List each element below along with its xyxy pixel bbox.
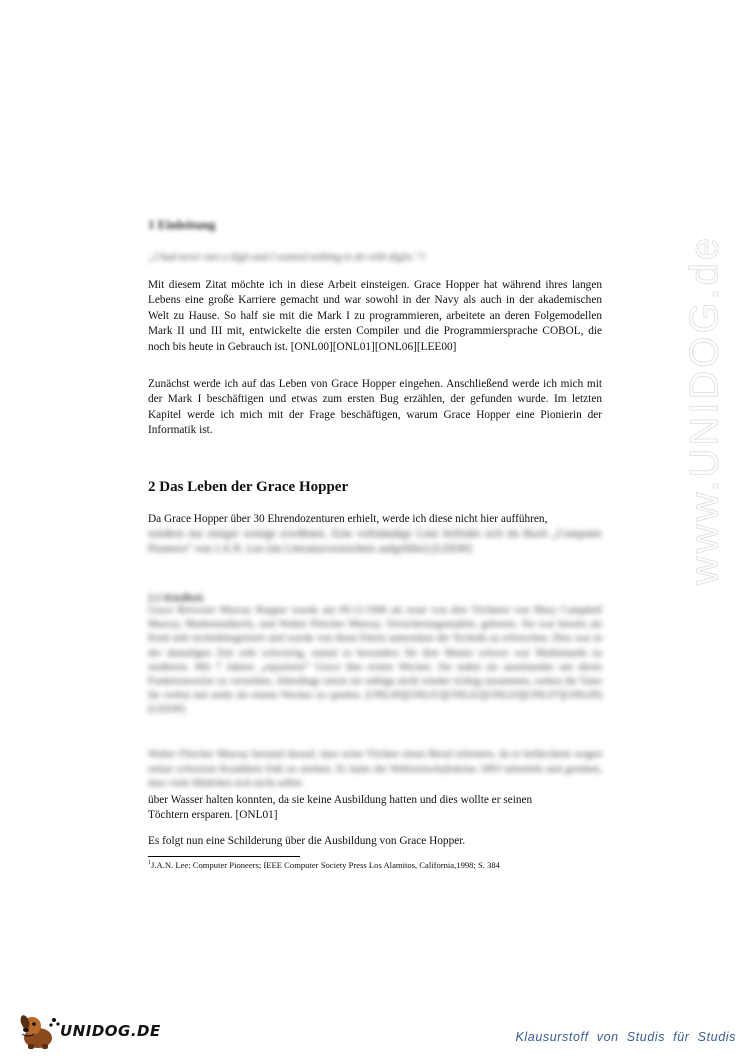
subsection-heading-kindheit: 2.1 Kindheit bbox=[148, 593, 204, 604]
dog-icon bbox=[18, 1012, 62, 1052]
intro-quote: „I had never met a digit and I wanted nothing to do with digits.“1 bbox=[148, 252, 426, 263]
footer-tagline: Klausurstoff von Studis für Studis bbox=[515, 1030, 736, 1044]
logo-text: UNIDOG.DE bbox=[60, 1022, 161, 1040]
watermark bbox=[682, 234, 727, 586]
intro-paragraph-2: Zunächst werde ich auf das Leben von Grace Hopper eingehen. Anschließend werde ich mich mit der Mark I beschäftigen und etwas zum ersten Bug erzählen, der gefunden wurde. Im letzten Kapitel werde ich mich mit der Frage beschäftigen, warum Grace Hopper eine Pionierin der Informatik ist. bbox=[148, 378, 602, 437]
section-2-intro-line: Da Grace Hopper über 30 Ehrendozenturen erhielt, werde ich diese nicht hier aufführen, bbox=[148, 513, 548, 525]
unidog-logo bbox=[18, 1012, 178, 1052]
intro-paragraph-1: Mit diesem Zitat möchte ich in diese Arbeit einsteigen. Grace Hopper hat während ihres langen Lebens eine große Karriere gemacht und war sowohl in der Navy als auch in der akademischen Welt zu Hause. So half sie mit die Mark I zu programmieren, arbeitete an deren Folgemodellen Mark II und III mit, entwickelte die ersten Compiler und die Programmiersprache COBOL, die noch bis heute in Gebrauch ist. [ONL00][ONL01][ONL06][LEE00] bbox=[148, 279, 602, 353]
footnote-marker: 1 bbox=[148, 860, 151, 867]
closing-sentence: Es folgt nun eine Schilderung über die Ausbildung von Grace Hopper. bbox=[148, 835, 466, 847]
footnote bbox=[148, 860, 500, 870]
walter-paragraph-line-1: über Wasser halten konnten, da sie keine Ausbildung hatten und dies wollte er seinen bbox=[148, 794, 533, 806]
section-2-intro-rest: sondern nur einiger wenige erwähnen. Eine vollständige Liste befindet sich im Buch „Computer Pioneers“ von J.A.N. Lee (im Literaturverzeichnis aufgeführt).[LEE00] bbox=[148, 528, 602, 556]
watermark-text: www.UNIDOG.de bbox=[682, 234, 727, 586]
kindheit-paragraph: Grace Brewster Murray Hopper wurde am 09.12.1906 als erste von drei Töchtern von Mary Campbell Murray, Mathematikerin, und Walter Fletcher Murray, Versicherungsmakler, geboren. Sie war bereits als Kind sehr technikbegeistert und wurde von ihren Eltern unterstützt die Technik zu erforschen. Dies war in der damaligen Zeit sehr schwierig, zumal es besonders für ihre Mutter schwer war Mathematik zu studieren. Mit 7 Jahren „reparierte“ Grace ihre ersten Wecker. Sie nahm sie auseinander um deren Funktionsweise zu verstehen. Allerdings setzte sie selbige nicht wieder richtig zusammen, sodass ihr Vater ihr verbot mit mehr als einem Wecker zu spielen. [ONL00][ONL01][ONL02][ONL03][ONL07][ONL09][LEE00] bbox=[148, 605, 602, 716]
section-2-heading: 2 Das Leben der Grace Hopper bbox=[148, 479, 349, 495]
footnote-rule bbox=[148, 856, 300, 857]
walter-paragraph-line-2: Töchtern ersparen. [ONL01] bbox=[148, 809, 278, 821]
walter-paragraph-blurred: Walter Fletcher Murray bestand darauf, dass seine Töchter einen Beruf erlernten, da er befürchtete wegen seiner schweren Krankheit früh zu sterben. Er hatte die Weltwirtschaftskrise 1893 miterlebt und gesehen, dass viele Mädchen sich nicht selbst bbox=[148, 749, 602, 790]
section-1-heading: 1 Einleitung bbox=[148, 217, 216, 232]
footnote-text: J.A.N. Lee: Computer Pioneers; IEEE Computer Society Press Los Alamitos, California,1998; S. 384 bbox=[151, 860, 500, 870]
